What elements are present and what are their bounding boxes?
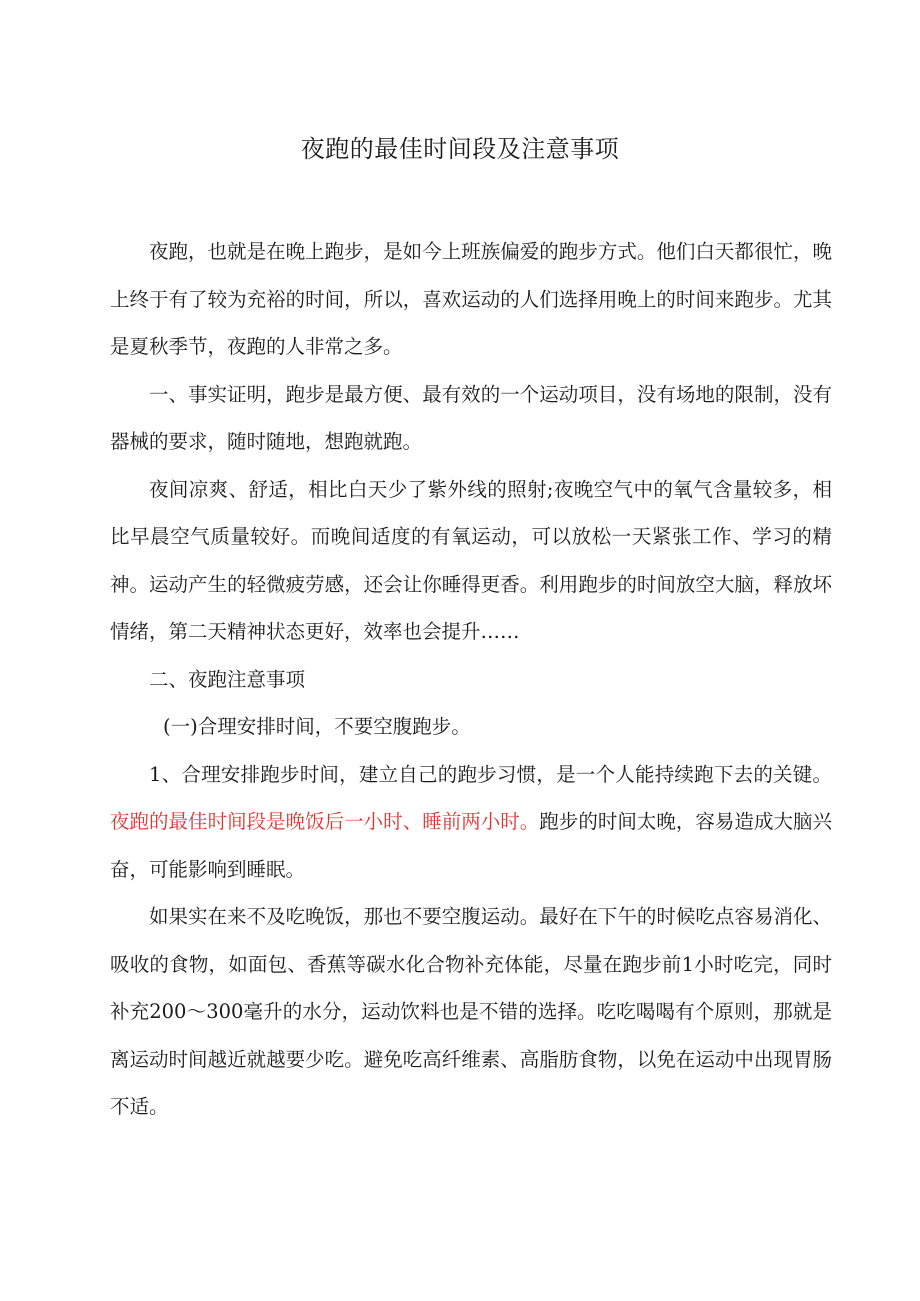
section-1-detail-paragraph: 夜间凉爽、舒适，相比白天少了紫外线的照射;夜晚空气中的氧气含量较多，相比早晨空气质量较好。而晚间适度的有氧运动，可以放松一天紧张工作、学习的精神。运动产生的轻微疲劳感，还会让你睡得更香。利用跑步的时间放空大脑，释放坏情绪，第二天精神状态更好，效率也会提升…… — [110, 477, 832, 643]
section-2-heading: 二、夜跑注意事项 — [149, 667, 306, 691]
point-1-paragraph — [110, 751, 832, 894]
point-1-detail-paragraph: 如果实在来不及吃晚饭，那也不要空腹运动。最好在下午的时候吃点容易消化、吸收的食物，如面包、香蕉等碳水化合物补充体能，尽量在跑步前1小时吃完，同时补充200～300毫升的水分，运动饮料也是不错的选择。吃吃喝喝有个原则，那就是离运动时间越近就越要少吃。避免吃高纤维素、高脂肪食物，以免在运动中出现胃肠不适。 — [110, 905, 832, 1118]
point-1-text-before: 1、合理安排跑步时间，建立自己的跑步习惯，是一个人能持续跑下去的关键。 — [149, 762, 832, 786]
section-1-paragraph: 一、事实证明，跑步是最方便、最有效的一个运动项目，没有场地的限制，没有器械的要求，随时随地，想跑就跑。 — [110, 382, 832, 453]
point-1-highlight: 夜跑的最佳时间段是晚饭后一小时、睡前两小时。 — [110, 810, 540, 833]
point-1-text-after: 跑步的时间太晚，容易造成大脑兴奋，可能影响到睡眠。 — [110, 810, 832, 881]
subsection-1-heading: (一)合理安排时间，不要空腹跑步。 — [163, 715, 471, 738]
document-title: 夜跑的最佳时间段及注意事项 — [300, 135, 620, 163]
intro-paragraph: 夜跑，也就是在晚上跑步，是如今上班族偏爱的跑步方式。他们白天都很忙，晚上终于有了较为充裕的时间，所以，喜欢运动的人们选择用晚上的时间来跑步。尤其是夏秋季节，夜跑的人非常之多。 — [110, 240, 832, 358]
document-body — [110, 228, 832, 1131]
